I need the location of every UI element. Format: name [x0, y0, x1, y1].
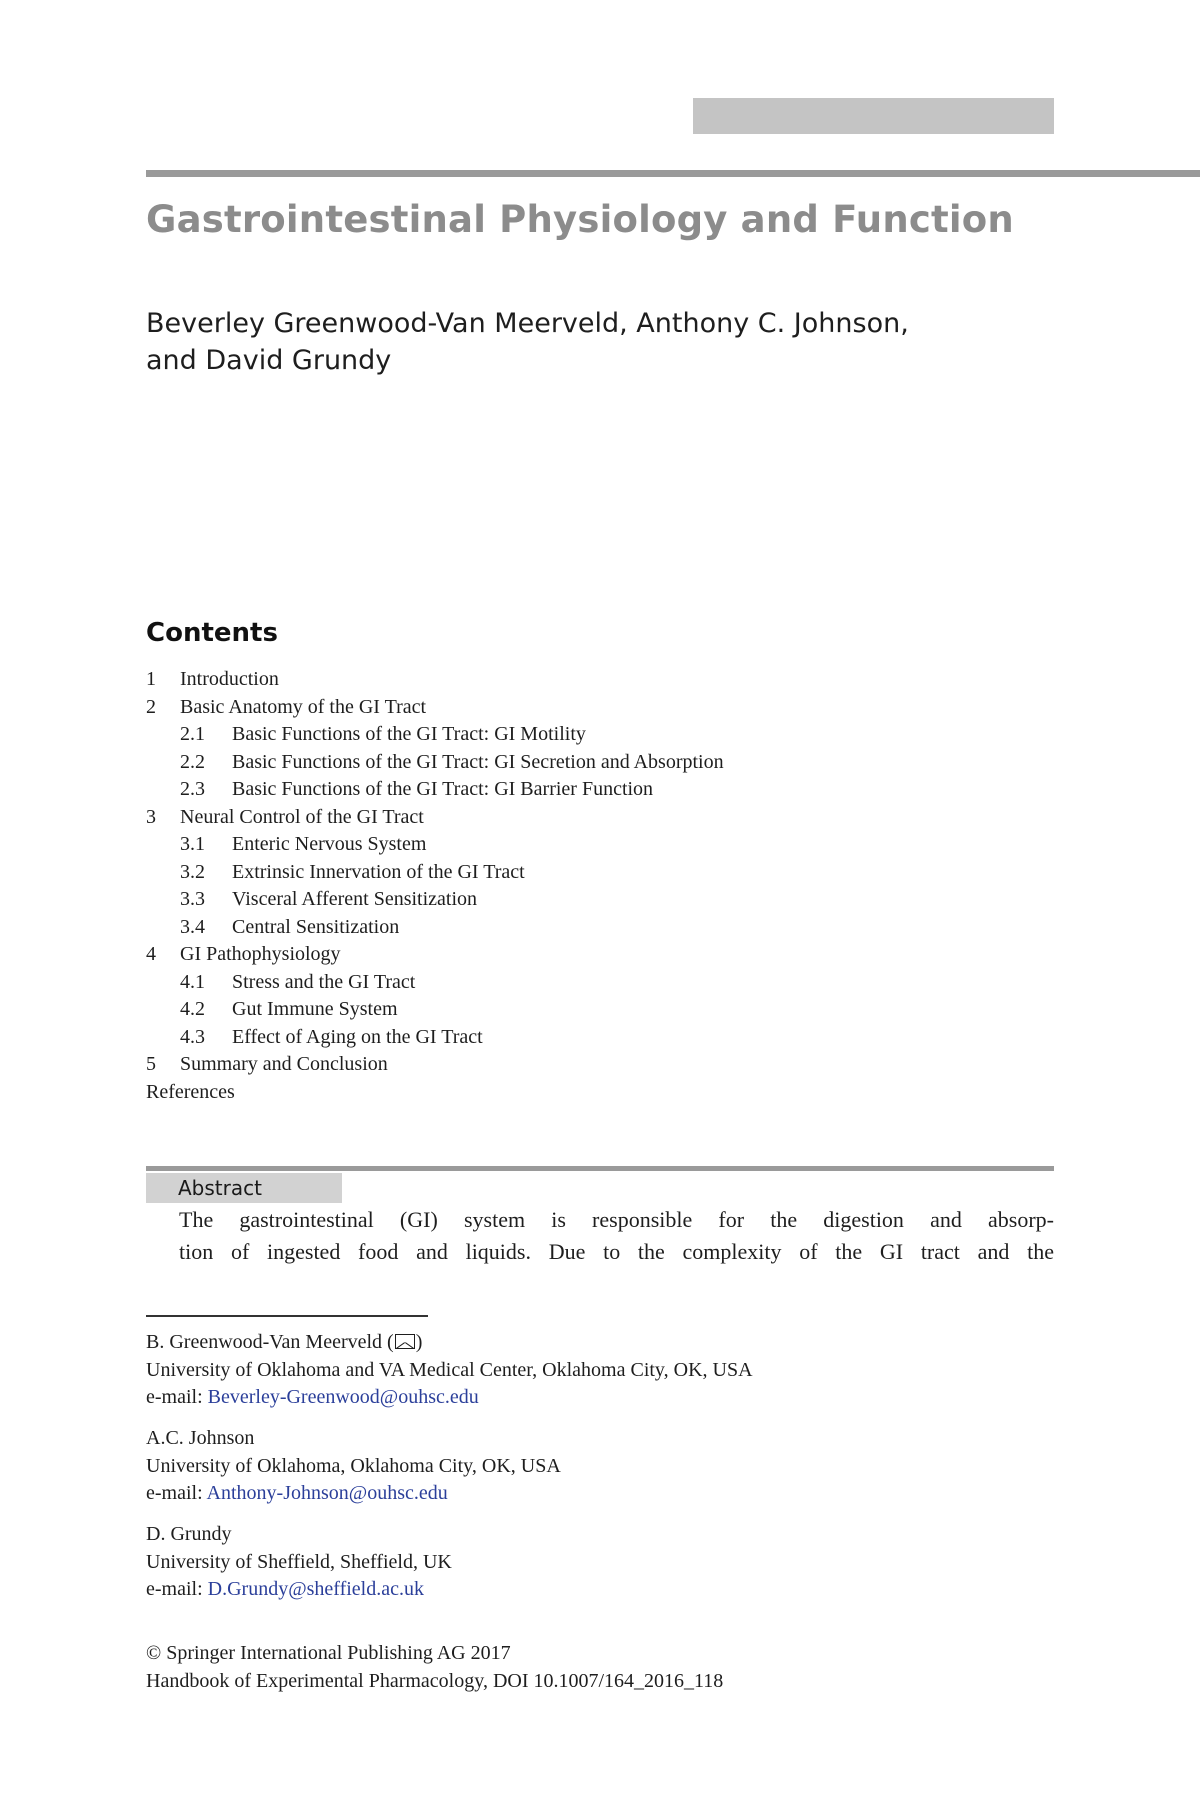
toc-number: 3.4	[180, 915, 205, 938]
copyright-block	[146, 1639, 723, 1695]
email-link-greenwood[interactable]: Beverley-Greenwood@ouhsc.edu	[207, 1386, 479, 1408]
toc-number: 5	[146, 1053, 156, 1075]
toc-item[interactable]	[146, 694, 1046, 722]
toc-label: Visceral Afferent Sensitization	[232, 888, 478, 910]
affiliation-institution: University of Oklahoma, Oklahoma City, OK, USA	[146, 1454, 561, 1477]
toc-number: 3.3	[180, 888, 205, 910]
toc-subitem[interactable]	[146, 859, 1046, 887]
email-label: e-mail:	[146, 1386, 203, 1408]
affiliation-name: B. Greenwood-Van Meerveld	[146, 1331, 383, 1353]
toc-item[interactable]	[146, 1051, 1046, 1079]
toc-label: Neural Control of the GI Tract	[180, 805, 424, 828]
footnote-rule	[146, 1315, 428, 1317]
envelope-icon	[395, 1334, 415, 1349]
contents-heading: Contents	[146, 618, 278, 648]
affiliation-grundy	[146, 1521, 452, 1604]
toc-number: 4	[146, 943, 156, 965]
toc-subitem[interactable]	[146, 969, 1046, 997]
toc-subitem[interactable]	[146, 1024, 1046, 1052]
toc-label: Summary and Conclusion	[180, 1053, 388, 1075]
toc-label: Stress and the GI Tract	[232, 970, 416, 993]
affiliation-institution: University of Sheffield, Sheffield, UK	[146, 1550, 452, 1573]
toc-label: Effect of Aging on the GI Tract	[232, 1025, 483, 1048]
toc-subitem[interactable]	[146, 776, 1046, 804]
toc-label: Introduction	[180, 668, 279, 690]
toc-item-references[interactable]	[146, 1079, 1046, 1107]
abstract-heading-tab	[146, 1173, 342, 1203]
toc-number: 4.2	[180, 998, 205, 1020]
doi-line: Handbook of Experimental Pharmacology, DOI 10.1007/164_2016_118	[146, 1670, 724, 1692]
abstract-rule	[146, 1166, 1054, 1171]
toc-number: 4.3	[180, 1025, 205, 1048]
affiliation-name: D. Grundy	[146, 1523, 232, 1545]
toc-item[interactable]	[146, 941, 1046, 969]
toc-label: Enteric Nervous System	[232, 833, 427, 855]
toc-label: GI Pathophysiology	[180, 943, 341, 965]
author-list	[146, 305, 1046, 379]
email-link-grundy[interactable]: D.Grundy@sheffield.ac.uk	[207, 1578, 424, 1600]
toc-number: 2.2	[180, 750, 205, 773]
authors-line-1: Beverley Greenwood-Van Meerveld, Anthony C. Johnson,	[146, 308, 909, 339]
table-of-contents	[146, 666, 1046, 1106]
toc-label: Central Sensitization	[232, 915, 400, 938]
copyright-line: © Springer International Publishing AG 2017	[146, 1642, 511, 1664]
abstract-text	[179, 1204, 1054, 1268]
abstract-line-1: The gastrointestinal (GI) system is responsible for the digestion and absorp-	[179, 1207, 1054, 1232]
toc-number: 2.3	[180, 778, 205, 800]
authors-line-2: and David Grundy	[146, 345, 392, 376]
chapter-title: Gastrointestinal Physiology and Function	[146, 198, 1014, 241]
toc-number: 4.1	[180, 970, 205, 993]
email-link-johnson[interactable]: Anthony-Johnson@ouhsc.edu	[206, 1482, 448, 1504]
affiliation-institution: University of Oklahoma and VA Medical Center, Oklahoma City, OK, USA	[146, 1358, 753, 1381]
affiliation-greenwood: B. Greenwood-Van Meerveld ( ) University of Oklahoma and VA Medical Center, Oklahoma City, OK, USA e-mail: Beverley-Greenwood@ouhsc.edu	[146, 1331, 753, 1408]
affiliation-johnson	[146, 1425, 561, 1508]
toc-label: Basic Functions of the GI Tract: GI Barrier Function	[232, 778, 654, 800]
toc-subitem[interactable]	[146, 831, 1046, 859]
toc-number: 3	[146, 805, 156, 828]
email-label: e-mail:	[146, 1482, 203, 1504]
toc-number: 2.1	[180, 723, 205, 745]
toc-subitem[interactable]	[146, 721, 1046, 749]
top-rule	[146, 170, 1200, 177]
toc-label: Basic Functions of the GI Tract: GI Secretion and Absorption	[232, 750, 724, 773]
toc-label: References	[146, 1080, 235, 1103]
toc-number: 1	[146, 668, 156, 690]
toc-item[interactable]	[146, 804, 1046, 832]
abstract-line-2: tion of ingested food and liquids. Due to the complexity of the GI tract and the	[179, 1239, 1054, 1264]
toc-label: Basic Anatomy of the GI Tract	[180, 695, 427, 718]
toc-label: Extrinsic Innervation of the GI Tract	[232, 860, 525, 883]
toc-number: 2	[146, 695, 156, 718]
affiliation-name: A.C. Johnson	[146, 1427, 255, 1449]
abstract-heading: Abstract	[178, 1176, 262, 1200]
toc-number: 3.1	[180, 833, 205, 855]
toc-label: Basic Functions of the GI Tract: GI Motility	[232, 723, 586, 745]
toc-subitem[interactable]	[146, 996, 1046, 1024]
toc-item[interactable]	[146, 666, 1046, 694]
toc-number: 3.2	[180, 860, 205, 883]
toc-subitem[interactable]	[146, 914, 1046, 942]
header-tab	[693, 98, 1054, 134]
email-label: e-mail:	[146, 1578, 203, 1600]
toc-subitem[interactable]	[146, 749, 1046, 777]
toc-label: Gut Immune System	[232, 998, 398, 1020]
toc-subitem[interactable]	[146, 886, 1046, 914]
